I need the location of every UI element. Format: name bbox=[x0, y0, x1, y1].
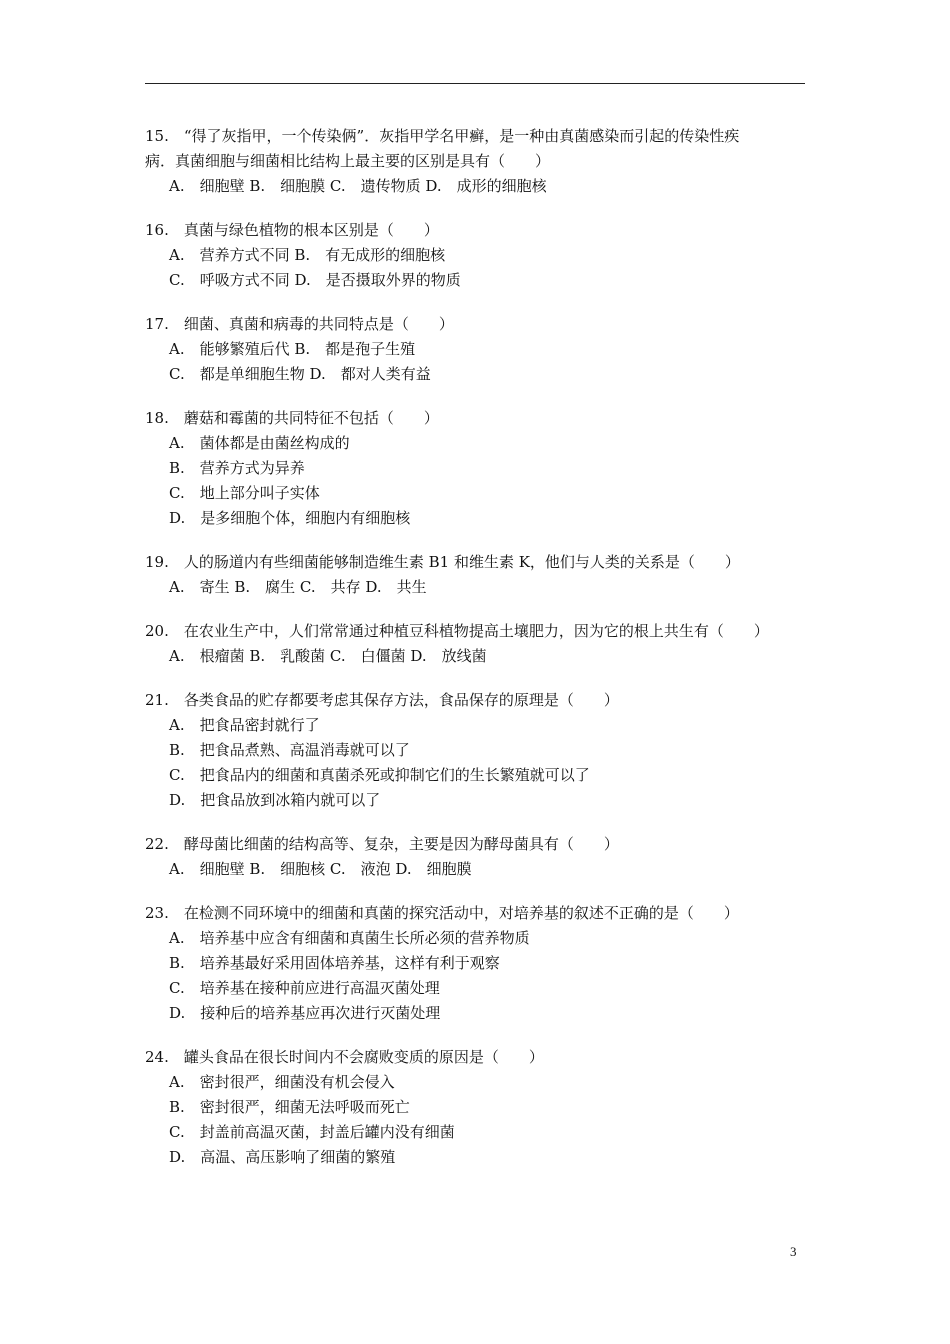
answer-option-line: A. 把食品密封就行了 bbox=[169, 716, 320, 734]
question-19 bbox=[145, 550, 825, 600]
question-20 bbox=[145, 619, 825, 669]
header-rule bbox=[145, 83, 805, 84]
answer-option-line: D. 高温、高压影响了细菌的繁殖 bbox=[169, 1148, 396, 1166]
question-18 bbox=[145, 406, 825, 531]
answer-option-line: A. 培养基中应含有细菌和真菌生长所必须的营养物质 bbox=[169, 929, 530, 947]
question-list bbox=[145, 124, 825, 1189]
question-15 bbox=[145, 124, 825, 199]
answer-option-line: B. 密封很严，细菌无法呼吸而死亡 bbox=[169, 1098, 410, 1116]
answer-option-line: A. 密封很严，细菌没有机会侵入 bbox=[169, 1073, 395, 1091]
answer-option-line: B. 营养方式为异养 bbox=[169, 459, 305, 477]
answer-option-line: D. 把食品放到冰箱内就可以了 bbox=[169, 791, 381, 809]
question-22 bbox=[145, 832, 825, 882]
answer-option-line: A. 细胞壁 B. 细胞核 C. 液泡 D. 细胞膜 bbox=[169, 860, 472, 878]
question-stem-line: 24. 罐头食品在很长时间内不会腐败变质的原因是（ ） bbox=[145, 1048, 544, 1066]
question-16 bbox=[145, 218, 825, 293]
answer-option-line: B. 培养基最好采用固体培养基，这样有利于观察 bbox=[169, 954, 500, 972]
question-stem-line: 20. 在农业生产中，人们常常通过种植豆科植物提高土壤肥力，因为它的根上共生有（ ） bbox=[145, 622, 769, 640]
page-number: 3 bbox=[790, 1244, 797, 1259]
answer-option-line: C. 封盖前高温灭菌，封盖后罐内没有细菌 bbox=[169, 1123, 455, 1141]
question-stem-line: 23. 在检测不同环境中的细菌和真菌的探究活动中，对培养基的叙述不正确的是（ ） bbox=[145, 904, 739, 922]
question-stem-line: 16. 真菌与绿色植物的根本区别是（ ） bbox=[145, 221, 439, 239]
question-21 bbox=[145, 688, 825, 813]
question-stem-line: 22. 酵母菌比细菌的结构高等、复杂，主要是因为酵母菌具有（ ） bbox=[145, 835, 619, 853]
answer-option-line: A. 细胞壁 B. 细胞膜 C. 遗传物质 D. 成形的细胞核 bbox=[169, 177, 547, 195]
answer-option-line: C. 呼吸方式不同 D. 是否摄取外界的物质 bbox=[169, 271, 461, 289]
answer-option-line: C. 都是单细胞生物 D. 都对人类有益 bbox=[169, 365, 431, 383]
answer-option-line: A. 根瘤菌 B. 乳酸菌 C. 白僵菌 D. 放线菌 bbox=[169, 647, 487, 665]
question-stem-line: 21. 各类食品的贮存都要考虑其保存方法，食品保存的原理是（ ） bbox=[145, 691, 619, 709]
answer-option-line: C. 培养基在接种前应进行高温灭菌处理 bbox=[169, 979, 440, 997]
answer-option-line: A. 营养方式不同 B. 有无成形的细胞核 bbox=[169, 246, 446, 264]
question-stem-line: 病．真菌细胞与细菌相比结构上最主要的区别是具有（ ） bbox=[145, 152, 551, 170]
question-17 bbox=[145, 312, 825, 387]
answer-option-line: A. 寄生 B. 腐生 C. 共存 D. 共生 bbox=[169, 578, 427, 596]
question-stem-line: 18. 蘑菇和霉菌的共同特征不包括（ ） bbox=[145, 409, 439, 427]
question-stem-line: 15. “得了灰指甲，一个传染俩”．灰指甲学名甲癣，是一种由真菌感染而引起的传染性疾 bbox=[145, 127, 740, 145]
question-23 bbox=[145, 901, 825, 1026]
answer-option-line: D. 接种后的培养基应再次进行灭菌处理 bbox=[169, 1004, 441, 1022]
answer-option-line: A. 能够繁殖后代 B. 都是孢子生殖 bbox=[169, 340, 416, 358]
answer-option-line: D. 是多细胞个体，细胞内有细胞核 bbox=[169, 509, 411, 527]
answer-option-line: C. 地上部分叫子实体 bbox=[169, 484, 320, 502]
answer-option-line: B. 把食品煮熟、高温消毒就可以了 bbox=[169, 741, 410, 759]
question-stem-line: 17. 细菌、真菌和病毒的共同特点是（ ） bbox=[145, 315, 454, 333]
answer-option-line: C. 把食品内的细菌和真菌杀死或抑制它们的生长繁殖就可以了 bbox=[169, 766, 590, 784]
question-stem-line: 19. 人的肠道内有些细菌能够制造维生素 B1 和维生素 K，他们与人类的关系是（ ） bbox=[145, 553, 740, 571]
answer-option-line: A. 菌体都是由菌丝构成的 bbox=[169, 434, 350, 452]
question-24 bbox=[145, 1045, 825, 1170]
